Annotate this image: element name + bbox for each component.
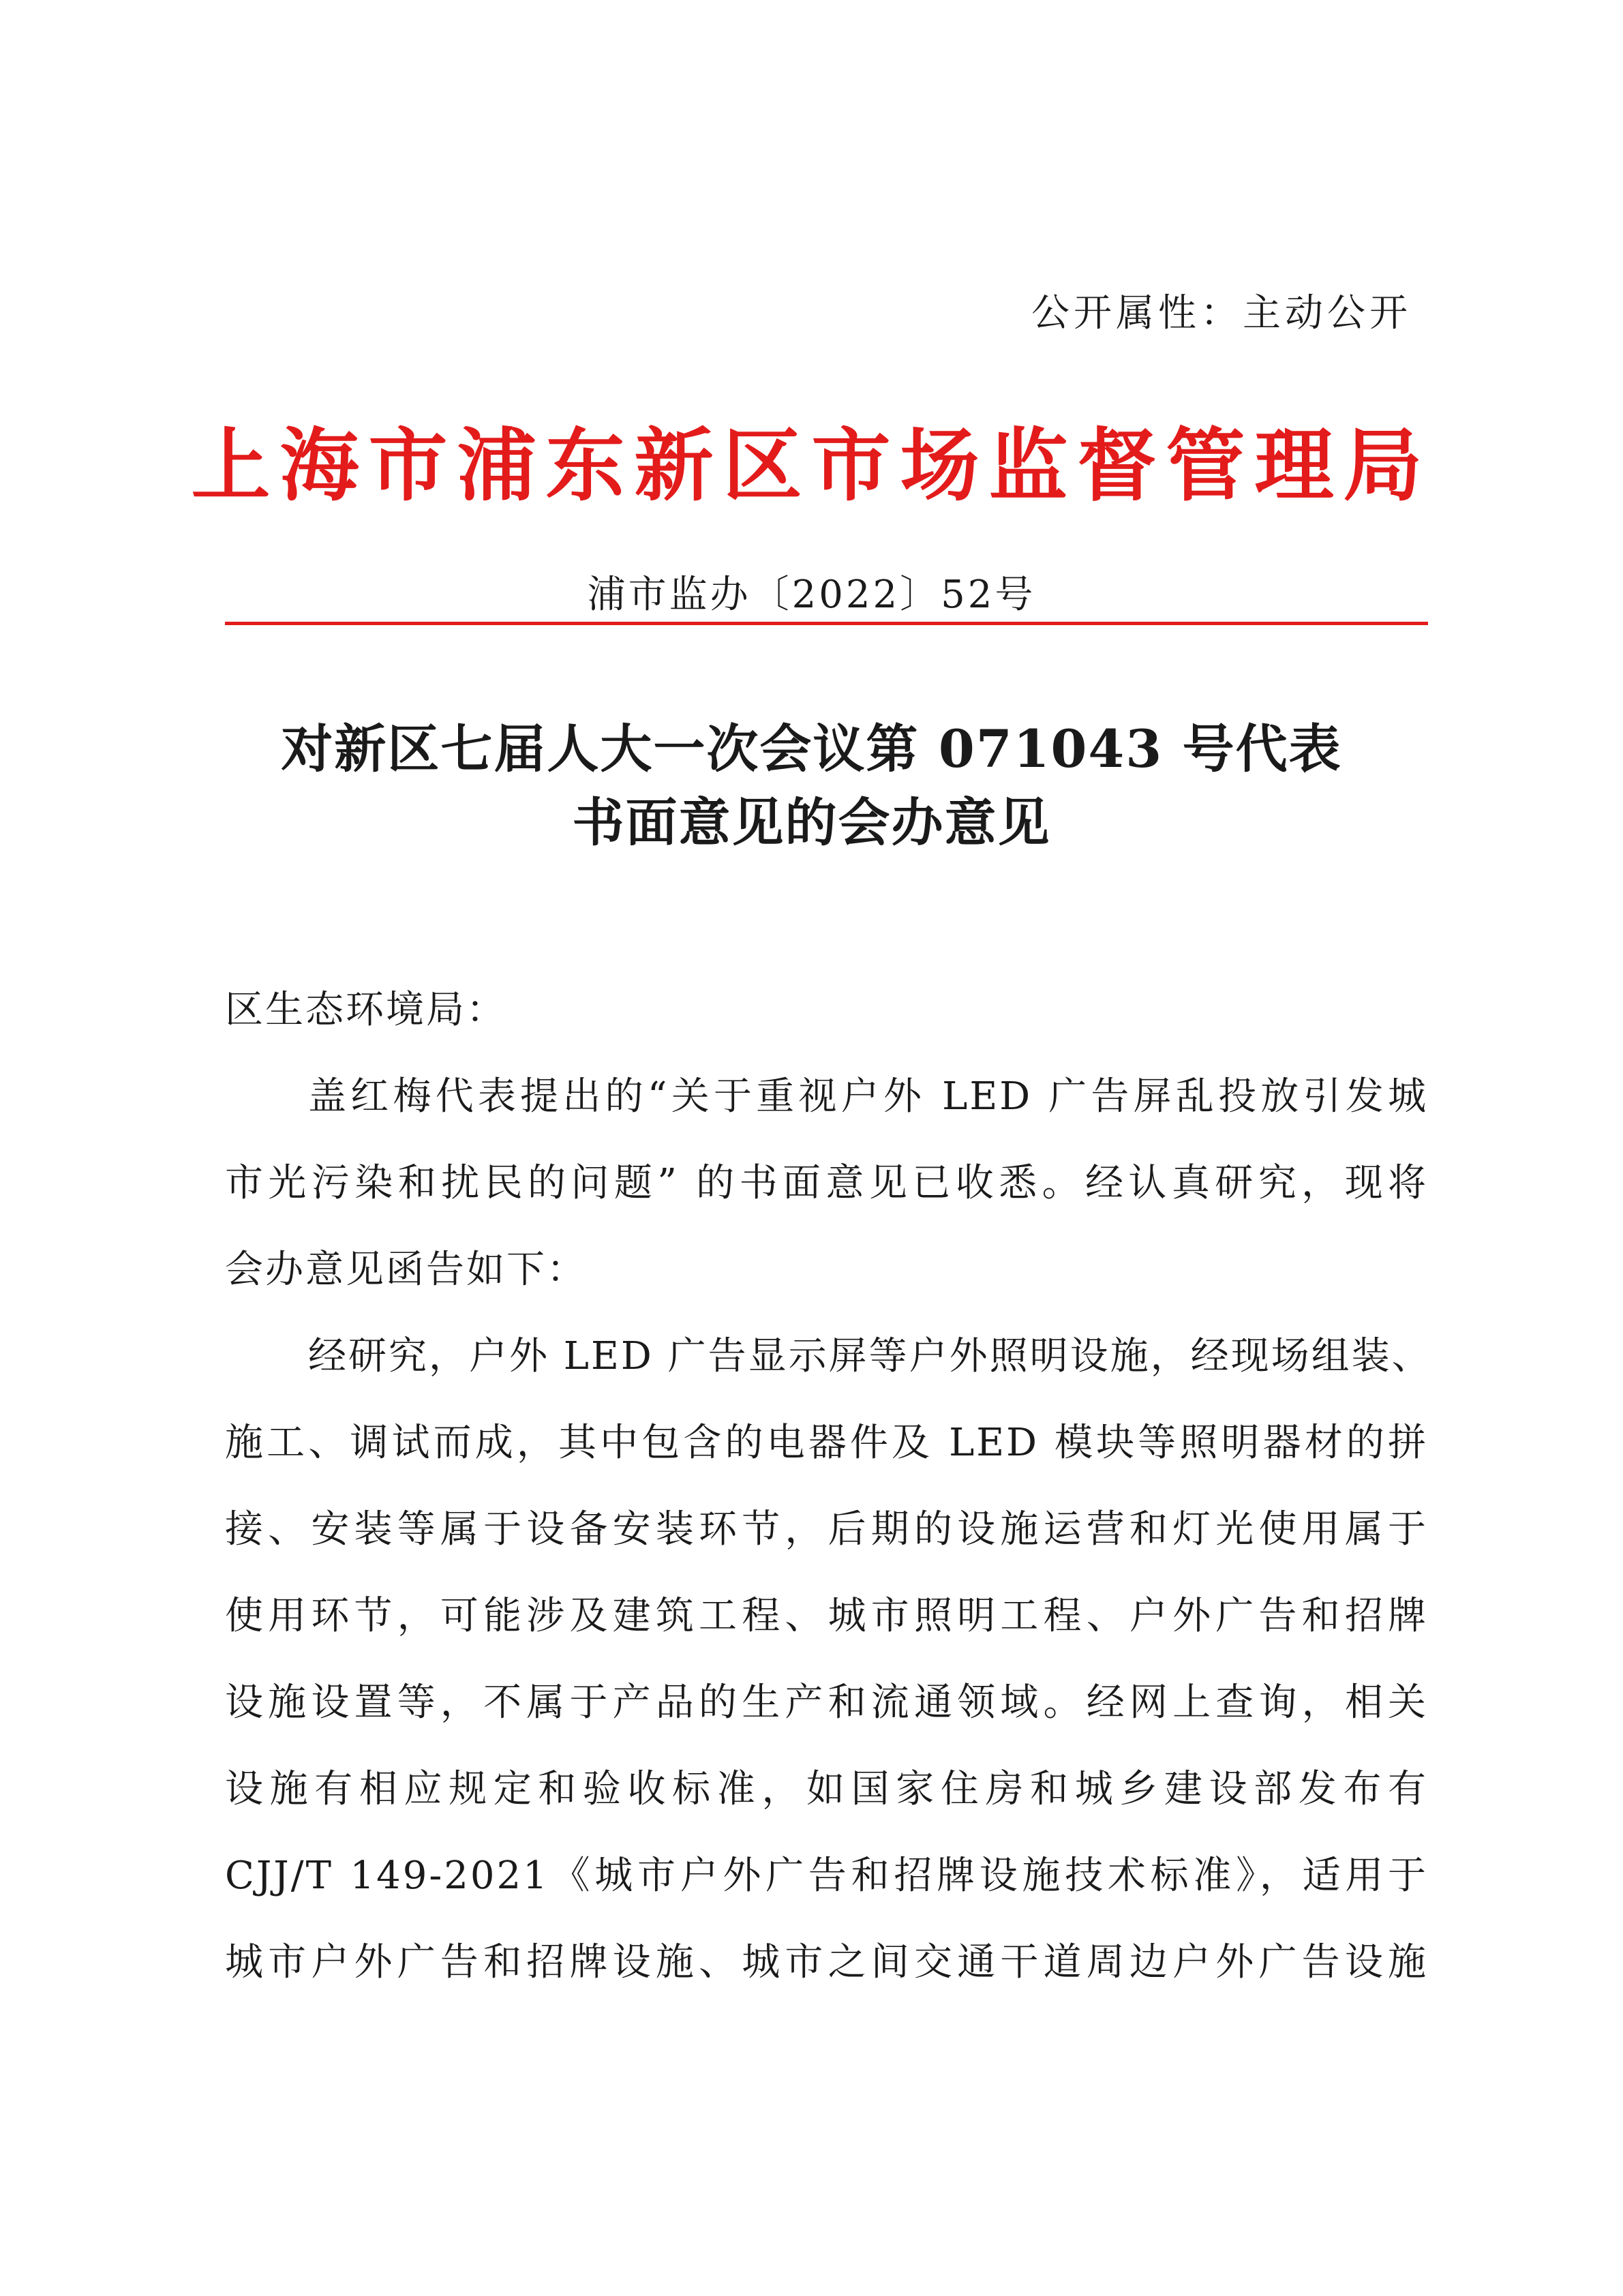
body-line: 施工、调试而成，其中包含的电器件及 LED 模块等照明器材的拼	[225, 1421, 1428, 1465]
body-line: 盖红梅代表提出的“关于重视户外 LED 广告屏乱投放引发城	[308, 1074, 1428, 1119]
body-line: 市光污染和扰民的问题” 的书面意见已收悉。经认真研究，现将	[225, 1161, 1428, 1205]
body-line: 经研究，户外 LED 广告显示屏等户外照明设施，经现场组装、	[308, 1334, 1432, 1378]
body-line: 接、安装等属于设备安装环节，后期的设施运营和灯光使用属于	[225, 1507, 1428, 1552]
body-line: 设施有相应规定和验收标准，如国家住房和城乡建设部发布有	[225, 1767, 1428, 1811]
title-line-1: 对新区七届人大一次会议第 071043 号代表	[281, 719, 1342, 779]
body-line: 设施设置等，不属于产品的生产和流通领域。经网上查询，相关	[225, 1680, 1428, 1725]
document-body	[225, 967, 1432, 2006]
document-title	[0, 712, 1623, 860]
document-number: 浦市监办〔2022〕52号	[587, 573, 1036, 617]
body-line: 城市户外广告和招牌设施、城市之间交通干道周边户外广告设施	[225, 1940, 1428, 1984]
recipient: 区生态环境局：	[225, 988, 506, 1032]
title-line-2: 书面意见的会办意见	[572, 792, 1051, 853]
body-line: 会办意见函告如下：	[225, 1248, 587, 1292]
issuing-organization: 上海市浦东新区市场监督管理局	[191, 419, 1432, 512]
body-line: CJJ/T 149-2021《城市户外广告和招牌设施技术标准》，适用于	[225, 1854, 1428, 1898]
body-line: 使用环节，可能涉及建筑工程、城市照明工程、户外广告和招牌	[225, 1594, 1428, 1638]
red-divider	[225, 622, 1428, 625]
disclosure-attribute: 公开属性：主动公开	[1031, 291, 1412, 335]
